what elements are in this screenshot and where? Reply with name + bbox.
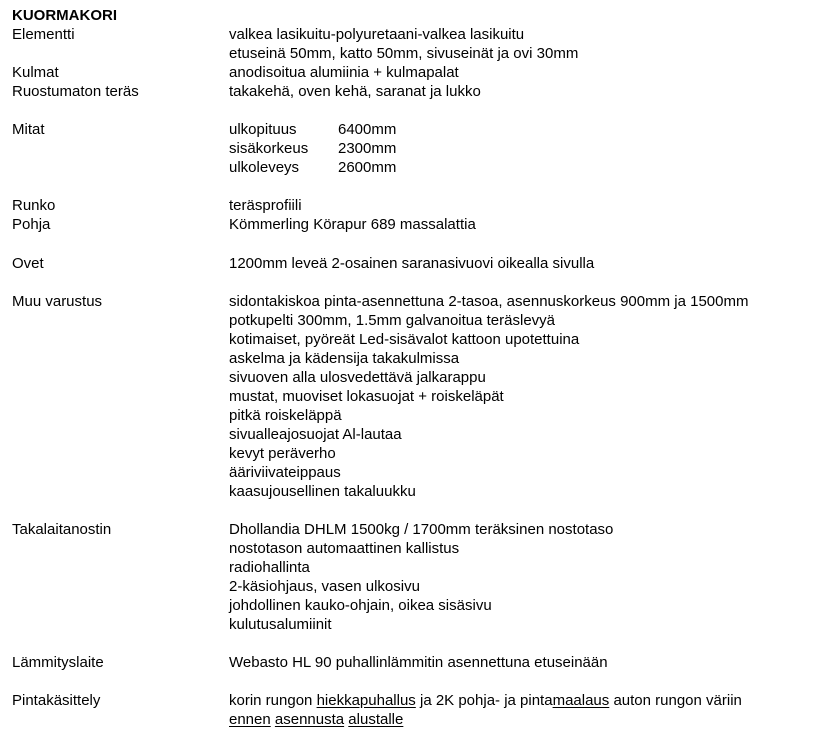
- spec-value: Dhollandia DHLM 1500kg / 1700mm teräksinen nostotaso: [229, 520, 614, 538]
- underlined-text: asennusta: [274, 711, 345, 729]
- underlined-text: maalaus: [552, 692, 610, 710]
- spec-label: Lämmityslaite: [12, 654, 104, 672]
- text-run: auton rungon väriin: [609, 692, 742, 710]
- spec-label: Ruostumaton teräs: [12, 83, 139, 100]
- spec-value: valkea lasikuitu-polyuretaani-valkea lasikuitu: [229, 26, 525, 43]
- spec-value: johdollinen kauko-ohjain, oikea sisäsivu: [229, 596, 492, 614]
- spec-value: kaasujousellinen takaluukku: [229, 482, 416, 500]
- spec-label: Runko: [12, 197, 56, 215]
- spec-value: radiohallinta: [229, 558, 310, 576]
- text-run: ja 2K pohja- ja pinta: [415, 692, 553, 710]
- underlined-text: hiekkapuhallus: [316, 692, 416, 710]
- spec-value: [229, 691, 822, 710]
- spec-label: Mitat: [12, 121, 45, 139]
- spec-label: Takalaitanostin: [12, 520, 112, 538]
- spec-row-runko: [12, 196, 822, 215]
- dimension-value: 6400mm: [338, 121, 397, 139]
- spec-value: [229, 710, 822, 729]
- spec-value: teräsprofiili: [229, 197, 302, 215]
- dimension-key: ulkoleveys: [229, 159, 300, 177]
- dimension-row: [229, 120, 822, 139]
- spec-value: sivuoven alla ulosvedettävä jalkarappu: [229, 368, 486, 386]
- dimension-row: [229, 158, 822, 177]
- dimension-row: [229, 139, 822, 158]
- spec-row-lammityslaite: [12, 653, 822, 672]
- spec-label: Elementti: [12, 26, 75, 43]
- spec-value: 1200mm leveä 2-osainen saranasivuovi oikealla sivulla: [229, 254, 595, 272]
- spec-label: Ovet: [12, 254, 44, 272]
- spec-value: kulutusalumiinit: [229, 615, 332, 633]
- spec-value: mustat, muoviset lokasuojat + roiskeläpät: [229, 387, 504, 405]
- spec-value: nostotason automaattinen kallistus: [229, 539, 460, 557]
- spec-value: sidontakiskoa pinta-asennettuna 2-tasoa, asennuskorkeus 900mm ja 1500mm: [229, 292, 749, 310]
- spec-label: Kulmat: [12, 64, 59, 81]
- document-title: KUORMAKORI: [12, 7, 117, 24]
- spec-value: anodisoitua alumiinia + kulmapalat: [229, 64, 459, 81]
- dimension-value: 2300mm: [338, 140, 397, 158]
- spec-row-pintakasittely: [12, 691, 822, 729]
- spec-row-pohja: [12, 215, 822, 234]
- spec-row-muu-varustus: [12, 292, 822, 501]
- spec-value: Kömmerling Körapur 689 massalattia: [229, 216, 476, 234]
- spec-row-kulmat: [12, 63, 822, 82]
- underlined-text: ennen: [229, 711, 271, 729]
- text-run: korin rungon: [229, 692, 317, 710]
- spec-value: potkupelti 300mm, 1.5mm galvanoitua teräslevyä: [229, 311, 556, 329]
- spec-value: 2-käsiohjaus, vasen ulkosivu: [229, 577, 420, 595]
- spec-value: ääriviivateippaus: [229, 463, 341, 481]
- spec-value: etuseinä 50mm, katto 50mm, sivuseinät ja ovi 30mm: [229, 45, 579, 62]
- spec-value: sivualleajosuojat Al-lautaa: [229, 425, 402, 443]
- spec-value: takakehä, oven kehä, saranat ja lukko: [229, 83, 481, 100]
- spec-document: [12, 6, 822, 729]
- spec-label: Pohja: [12, 216, 51, 234]
- spec-value: kevyt peräverho: [229, 444, 336, 462]
- spec-label: Muu varustus: [12, 292, 103, 310]
- spec-value: Webasto HL 90 puhallinlämmitin asennettuna etuseinään: [229, 654, 608, 672]
- spec-row-ruostumaton: [12, 82, 822, 101]
- spec-row-elementti: [12, 25, 822, 63]
- spec-value: pitkä roiskeläppä: [229, 406, 342, 424]
- underlined-text: alustalle: [348, 711, 404, 729]
- dimension-key: ulkopituus: [229, 121, 297, 139]
- spec-row-takalaitanostin: [12, 520, 822, 634]
- spec-row-mitat: [12, 120, 822, 177]
- spec-label: Pintakäsittely: [12, 692, 101, 710]
- spec-value: kotimaiset, pyöreät Led-sisävalot kattoon upotettuina: [229, 330, 580, 348]
- spec-value: askelma ja kädensija takakulmissa: [229, 349, 460, 367]
- dimension-value: 2600mm: [338, 159, 397, 177]
- spec-row-ovet: [12, 254, 822, 273]
- dimension-key: sisäkorkeus: [229, 140, 309, 158]
